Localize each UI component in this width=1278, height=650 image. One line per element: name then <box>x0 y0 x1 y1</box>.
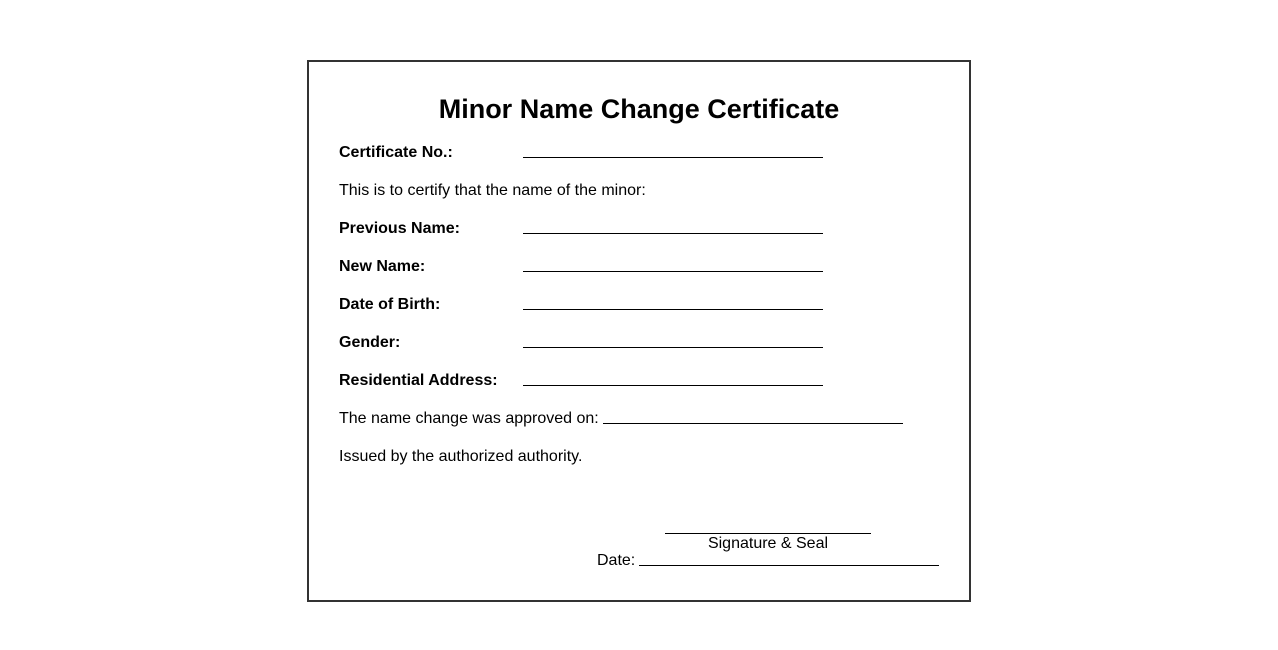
date-of-birth-row <box>339 295 440 315</box>
date-line[interactable] <box>639 565 939 566</box>
new-name-row <box>339 257 425 277</box>
residential-address-label: Residential Address: <box>339 372 498 389</box>
intro-text: This is to certify that the name of the minor: <box>339 182 646 199</box>
issued-text: Issued by the authorized authority. <box>339 448 583 465</box>
new-name-line[interactable] <box>523 271 823 272</box>
gender-label: Gender: <box>339 334 401 351</box>
certificate-frame <box>307 60 971 602</box>
residential-address-row <box>339 371 498 391</box>
previous-name-label: Previous Name: <box>339 220 460 237</box>
approval-text: The name change was approved on: <box>339 410 599 427</box>
certificate-no-row <box>339 143 453 163</box>
certificate-no-line[interactable] <box>523 157 823 158</box>
residential-address-line[interactable] <box>523 385 823 386</box>
date-of-birth-line[interactable] <box>523 309 823 310</box>
previous-name-line[interactable] <box>523 233 823 234</box>
signature-caption: Signature & Seal <box>707 535 829 552</box>
previous-name-row <box>339 219 460 239</box>
date-row <box>597 551 635 571</box>
date-label: Date: <box>597 552 636 569</box>
signature-block <box>665 533 871 554</box>
certificate-title: Minor Name Change Certificate <box>438 94 840 124</box>
date-of-birth-label: Date of Birth: <box>339 296 441 313</box>
approval-row <box>339 409 599 429</box>
new-name-label: New Name: <box>339 258 426 275</box>
approval-date-line[interactable] <box>603 423 903 424</box>
gender-row <box>339 333 400 353</box>
certificate-no-label: Certificate No.: <box>339 144 453 161</box>
gender-line[interactable] <box>523 347 823 348</box>
